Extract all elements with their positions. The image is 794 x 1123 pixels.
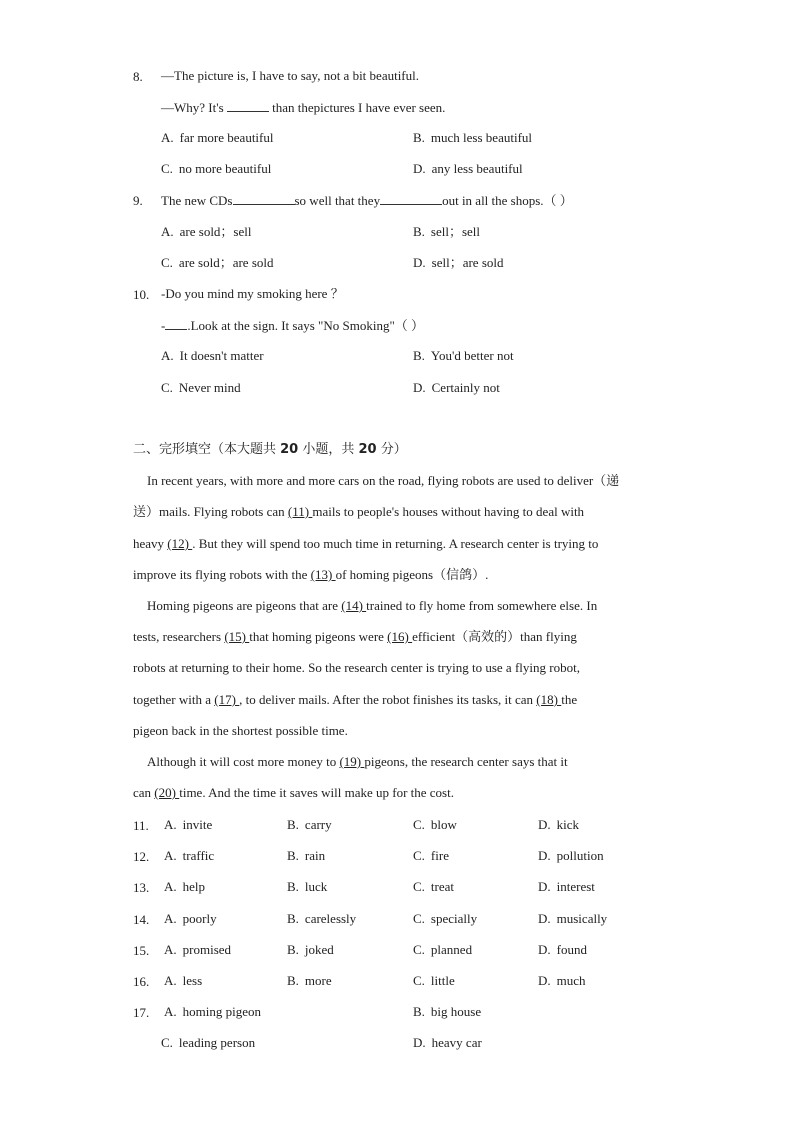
option-a[interactable]: A. invite <box>164 817 213 832</box>
option-b[interactable]: B. big house <box>413 1004 482 1019</box>
blank-13[interactable]: (13) <box>310 567 336 582</box>
option-d[interactable]: D. interest <box>538 879 595 894</box>
section-heading: 二、完形填空（本大题共 20 小题，共 20 分） <box>133 442 407 457</box>
blank-14[interactable]: (14) <box>341 598 367 613</box>
option-a[interactable]: A. help <box>164 879 206 894</box>
option-b[interactable]: B. joked <box>287 942 334 957</box>
question-number: 12. <box>133 849 150 864</box>
option-b[interactable]: B. sell；sell <box>413 224 481 239</box>
option-a[interactable]: A. It doesn't matter <box>161 348 264 363</box>
question-number: 16. <box>133 974 150 989</box>
option-b[interactable]: B. luck <box>287 879 328 894</box>
option-d[interactable]: D. musically <box>538 911 608 926</box>
blank-16[interactable]: (16) <box>387 629 413 644</box>
blank-15[interactable]: (15) <box>224 629 250 644</box>
question-number: 17. <box>133 1005 150 1020</box>
option-d[interactable]: D. kick <box>538 817 580 832</box>
question-text: - .Look at the sign. It says "No Smoking"（ ） <box>161 318 425 333</box>
option-c[interactable]: C. leading person <box>161 1035 256 1050</box>
option-a[interactable]: A. less <box>164 973 203 988</box>
question-number: 13. <box>133 880 150 895</box>
option-a[interactable]: A. far more beautiful <box>161 130 274 145</box>
question-number: 11. <box>133 818 149 833</box>
passage-line: tests, researchers (15) that homing pigeons were (16) efficient（高效的）than flying <box>133 629 577 644</box>
question-number: 9. <box>133 193 143 208</box>
option-a[interactable]: A. poorly <box>164 911 217 926</box>
option-a[interactable]: A. traffic <box>164 848 215 863</box>
option-d[interactable]: D. sell；are sold <box>413 255 504 270</box>
passage-line: Although it will cost more money to (19) pigeons, the research center says that it <box>147 754 568 769</box>
passage-line: 送）mails. Flying robots can (11) mails to people's houses without having to deal with <box>133 504 585 519</box>
option-c[interactable]: C. Never mind <box>161 380 241 395</box>
option-c[interactable]: C. are sold；are sold <box>161 255 274 270</box>
option-c[interactable]: C. little <box>413 973 455 988</box>
option-c[interactable]: C. no more beautiful <box>161 161 272 176</box>
option-d[interactable]: D. much <box>538 973 586 988</box>
option-d[interactable]: D. found <box>538 942 587 957</box>
option-b[interactable]: B. You'd better not <box>413 348 514 363</box>
question-number: 8. <box>133 69 143 84</box>
question-text: —The picture is, I have to say, not a bit beautiful. <box>161 68 420 83</box>
blank-19[interactable]: (19) <box>339 754 365 769</box>
option-c[interactable]: C. planned <box>413 942 473 957</box>
question-number: 15. <box>133 943 150 958</box>
question-number: 10. <box>133 287 150 302</box>
blank-11[interactable]: (11) <box>287 504 313 519</box>
option-d[interactable]: D. heavy car <box>413 1035 482 1050</box>
option-c[interactable]: C. specially <box>413 911 478 926</box>
passage-line: pigeon back in the shortest possible time. <box>133 723 348 738</box>
option-a[interactable]: A. homing pigeon <box>164 1004 261 1019</box>
option-d[interactable]: D. Certainly not <box>413 380 500 395</box>
question-number: 14. <box>133 912 150 927</box>
question-text: The new CDs so well that they out in all the shops.（ ） <box>161 193 573 208</box>
passage-line: robots at returning to their home. So the research center is trying to use a flying robot, <box>133 660 580 675</box>
option-d[interactable]: D. pollution <box>538 848 604 863</box>
option-c[interactable]: C. fire <box>413 848 449 863</box>
option-a[interactable]: A. promised <box>164 942 232 957</box>
option-c[interactable]: C. treat <box>413 879 455 894</box>
option-b[interactable]: B. rain <box>287 848 326 863</box>
option-c[interactable]: C. blow <box>413 817 457 832</box>
question-text: —Why? It's than thepictures I have ever seen. <box>161 100 446 115</box>
question-text: -Do you mind my smoking here ？ <box>161 286 344 301</box>
passage-line: heavy (12) . But they will spend too much time in returning. A research center is trying to <box>133 536 599 551</box>
blank-17[interactable]: (17) <box>214 692 240 707</box>
option-b[interactable]: B. much less beautiful <box>413 130 533 145</box>
passage-line: Homing pigeons are pigeons that are (14) trained to fly home from somewhere else. In <box>147 598 598 613</box>
passage-line: improve its flying robots with the (13) of homing pigeons（信鸽）. <box>133 567 489 582</box>
option-d[interactable]: D. any less beautiful <box>413 161 523 176</box>
blank-20[interactable]: (20) <box>154 785 180 800</box>
blank-18[interactable]: (18) <box>536 692 562 707</box>
option-b[interactable]: B. carry <box>287 817 332 832</box>
passage-line: together with a (17) , to deliver mails. After the robot finishes its tasks, it can (18) the <box>133 692 578 707</box>
option-b[interactable]: B. carelessly <box>287 911 357 926</box>
option-b[interactable]: B. more <box>287 973 332 988</box>
passage-line: can (20) time. And the time it saves will make up for the cost. <box>133 785 454 800</box>
option-a[interactable]: A. are sold；sell <box>161 224 252 239</box>
passage-line: In recent years, with more and more cars on the road, flying robots are used to deliver（递 <box>147 473 620 488</box>
blank-12[interactable]: (12) <box>167 536 193 551</box>
